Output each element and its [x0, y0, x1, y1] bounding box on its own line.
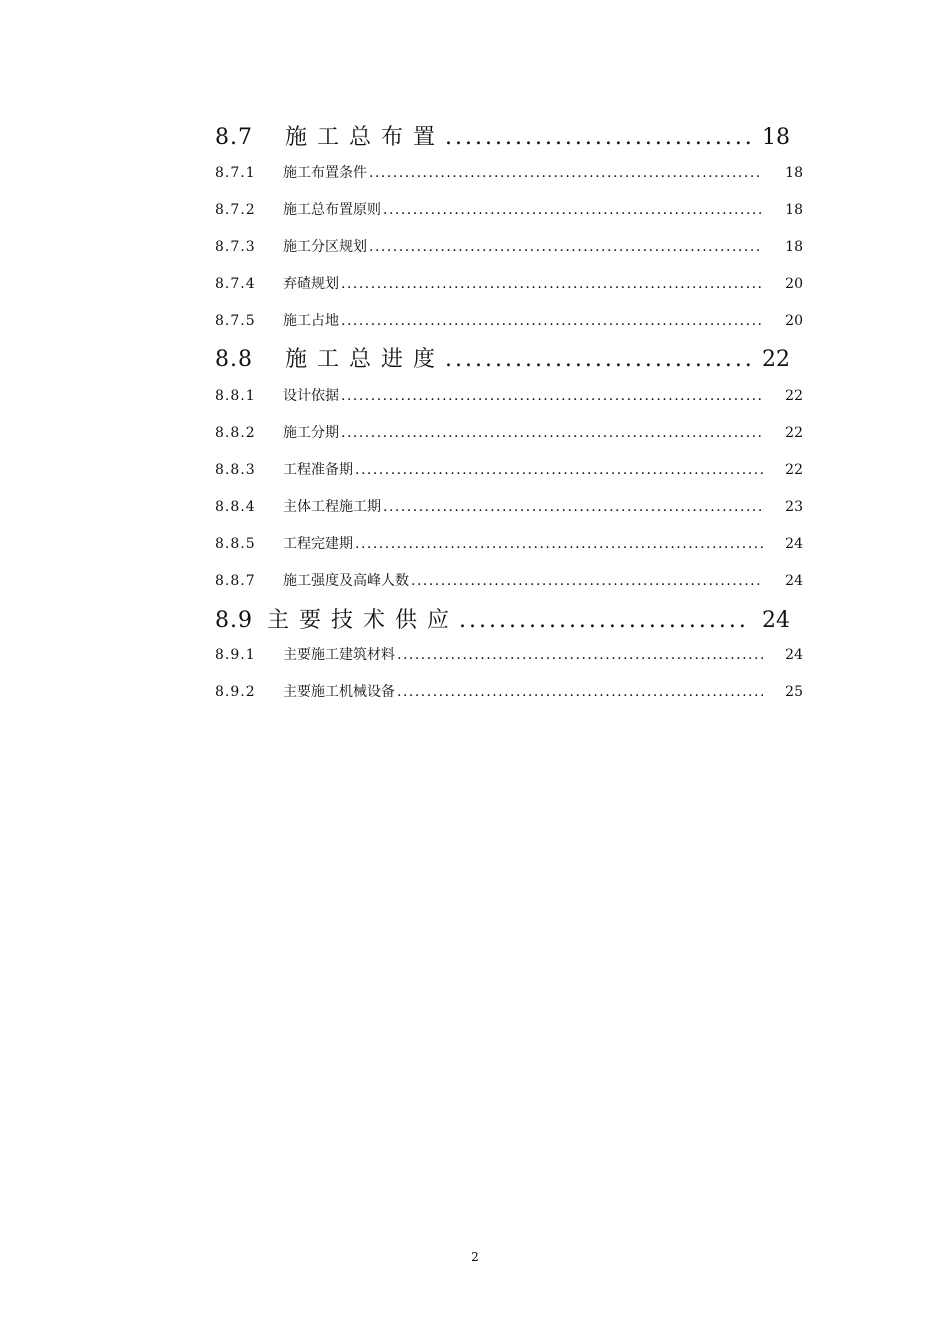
section-title: 施工分期 [283, 425, 339, 441]
page-number: 18 [785, 165, 803, 181]
dot-leader [355, 462, 763, 478]
dot-leader [341, 313, 763, 329]
section-title: 主要施工建筑材料 [283, 647, 395, 663]
page-number: 22 [785, 462, 803, 478]
toc-entry-8-7-1[interactable] [215, 162, 803, 182]
section-number: 8.9 [215, 608, 253, 633]
toc-entry-8-7-5[interactable] [215, 310, 803, 330]
section-number: 8.7.4 [215, 276, 256, 292]
section-title: 施工总布置 [285, 125, 446, 150]
toc-entry-8-9[interactable] [215, 603, 790, 633]
page-number: 25 [785, 684, 803, 700]
section-number: 8.7.5 [215, 313, 256, 329]
section-number: 8.8.5 [215, 536, 256, 552]
toc-entry-8-7-4[interactable] [215, 273, 803, 293]
dot-leader [445, 347, 750, 372]
dot-leader [383, 202, 763, 218]
section-number: 8.7.3 [215, 239, 256, 255]
dot-leader [369, 239, 763, 255]
section-number: 8.8.3 [215, 462, 256, 478]
page-number: 20 [785, 276, 803, 292]
toc-entry-8-8-7[interactable] [215, 570, 803, 590]
page-number: 18 [785, 202, 803, 218]
dot-leader [369, 165, 763, 181]
section-title: 施工占地 [283, 313, 339, 329]
section-title: 主要技术供应 [267, 608, 460, 633]
section-number: 8.7.1 [215, 165, 256, 181]
page-number: 22 [785, 388, 803, 404]
page-number: 22 [762, 347, 790, 372]
section-number: 8.8 [215, 347, 253, 372]
dot-leader [397, 684, 763, 700]
page-number: 24 [762, 608, 790, 633]
section-title: 工程准备期 [283, 462, 353, 478]
dot-leader [355, 536, 763, 552]
section-number: 8.8.7 [215, 573, 256, 589]
section-title: 施工总布置原则 [283, 202, 381, 218]
page-number: 24 [785, 647, 803, 663]
toc-entry-8-8-2[interactable] [215, 422, 803, 442]
page-number: 20 [785, 313, 803, 329]
section-title: 施工总进度 [285, 347, 446, 372]
section-number: 8.8.4 [215, 499, 256, 515]
toc-entry-8-9-1[interactable] [215, 644, 803, 664]
section-title: 主体工程施工期 [283, 499, 381, 515]
page-number: 22 [785, 425, 803, 441]
page-number: 24 [785, 536, 803, 552]
dot-leader [459, 608, 750, 633]
page-number: 24 [785, 573, 803, 589]
dot-leader [411, 573, 763, 589]
toc-entry-8-7[interactable] [215, 120, 790, 150]
dot-leader [383, 499, 763, 515]
section-number: 8.8.1 [215, 388, 256, 404]
section-title: 工程完建期 [283, 536, 353, 552]
dot-leader [397, 647, 763, 663]
section-title: 施工强度及高峰人数 [283, 573, 409, 589]
toc-entry-8-8[interactable] [215, 342, 790, 372]
toc-entry-8-9-2[interactable] [215, 681, 803, 701]
page-number: 23 [785, 499, 803, 515]
section-number: 8.9.1 [215, 647, 256, 663]
toc-entry-8-7-2[interactable] [215, 199, 803, 219]
page-number: 18 [762, 125, 790, 150]
section-title: 施工分区规划 [283, 239, 367, 255]
dot-leader [341, 388, 763, 404]
section-number: 8.8.2 [215, 425, 256, 441]
dot-leader [341, 276, 763, 292]
section-number: 8.7 [215, 125, 253, 150]
section-title: 弃碴规划 [283, 276, 339, 292]
toc-entry-8-8-3[interactable] [215, 459, 803, 479]
section-number: 8.9.2 [215, 684, 256, 700]
dot-leader [445, 125, 750, 150]
section-title: 主要施工机械设备 [283, 684, 395, 700]
section-title: 施工布置条件 [283, 165, 367, 181]
toc-entry-8-8-1[interactable] [215, 385, 803, 405]
toc-entry-8-8-5[interactable] [215, 533, 803, 553]
dot-leader [341, 425, 763, 441]
section-title: 设计依据 [283, 388, 339, 404]
toc-entry-8-8-4[interactable] [215, 496, 803, 516]
toc-entry-8-7-3[interactable] [215, 236, 803, 256]
page-footer-number: 2 [471, 1250, 479, 1264]
page-number: 18 [785, 239, 803, 255]
section-number: 8.7.2 [215, 202, 256, 218]
